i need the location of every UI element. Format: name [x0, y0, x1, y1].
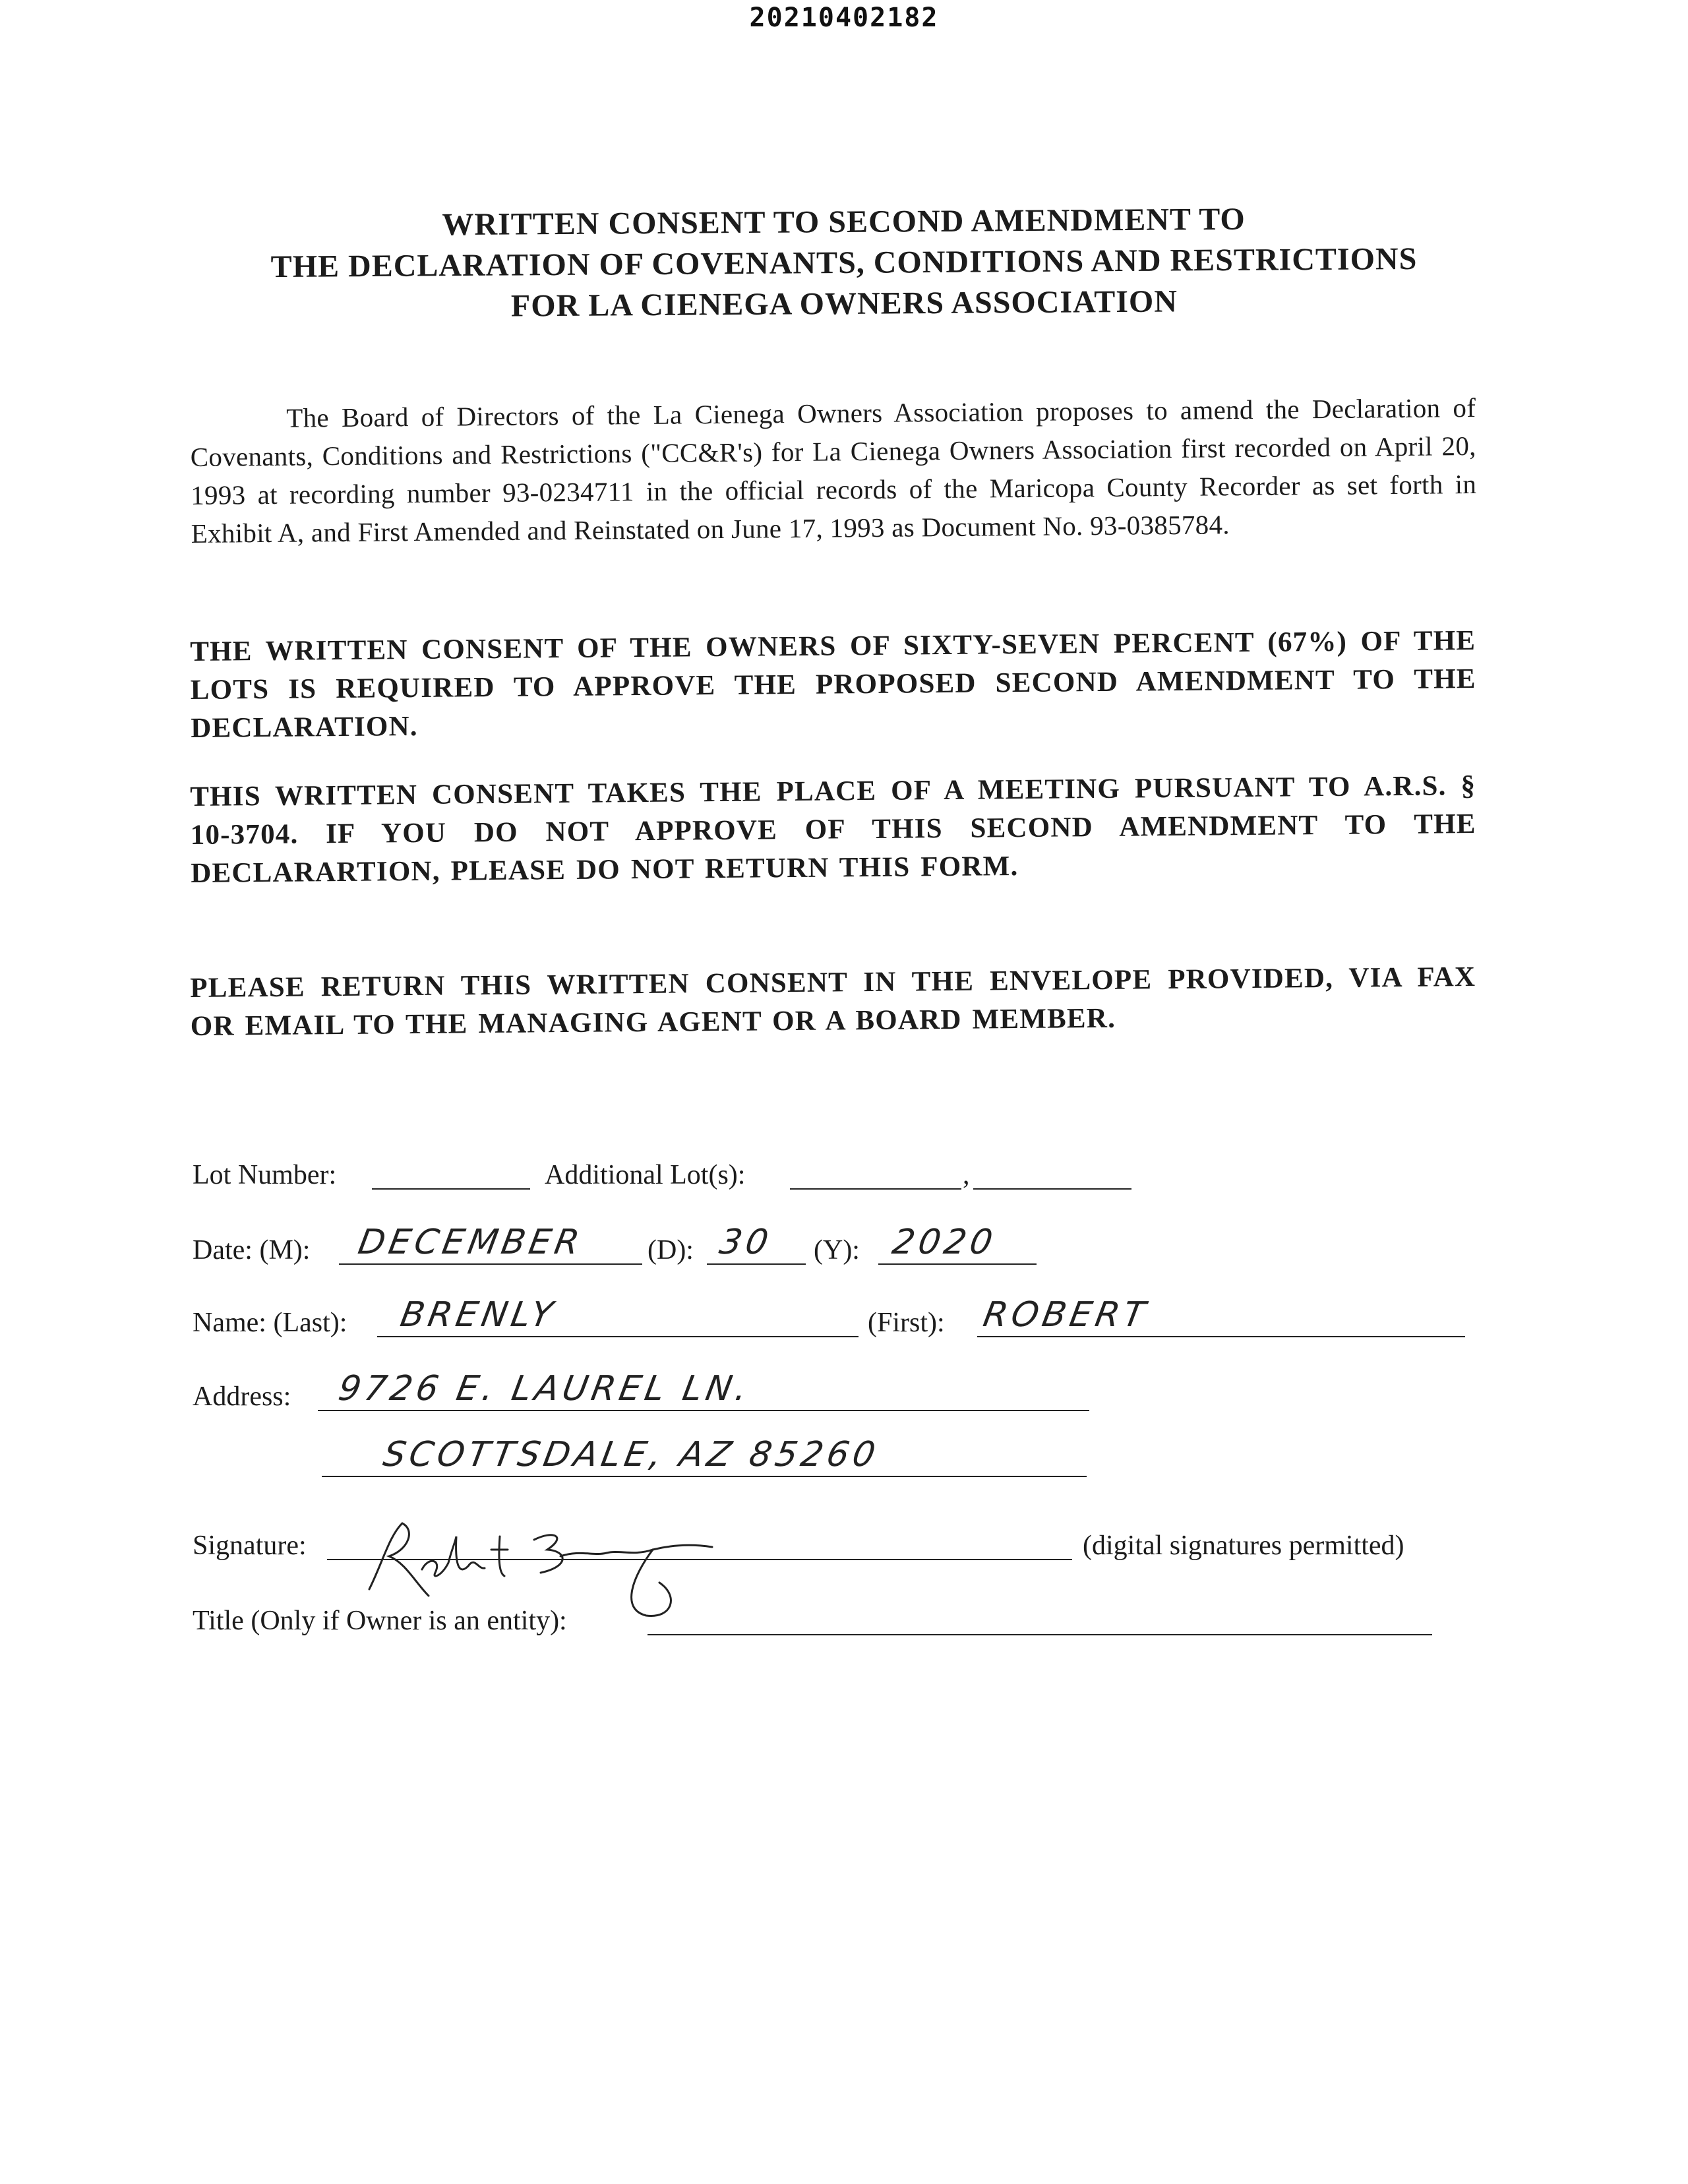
signature-label: Signature: [193, 1531, 307, 1561]
title-line-1: WRITTEN CONSENT TO SECOND AMENDMENT TO [442, 201, 1246, 243]
title-line-2: THE DECLARATION OF COVENANTS, CONDITIONS AND RESTRICTIONS [270, 241, 1418, 285]
return-instructions: PLEASE RETURN THIS WRITTEN CONSENT IN THE ENVELOPE PROVIDED, VIA FAX OR EMAIL TO THE MANAGING AGENT OR A BOARD MEMBER. [190, 961, 1476, 1042]
date-month-value: DECEMBER [355, 1223, 586, 1262]
address-row-2 [193, 1435, 1116, 1486]
signature-note: (digital signatures permitted) [1083, 1531, 1404, 1561]
lot-number-field[interactable] [372, 1188, 530, 1190]
lot-number-row [193, 1153, 1182, 1199]
name-first-label: (First): [868, 1308, 945, 1338]
lot-number-label: Lot Number: [193, 1160, 337, 1190]
date-year-field[interactable] [878, 1263, 1037, 1265]
additional-lots-field-1[interactable] [790, 1188, 961, 1190]
address-row [193, 1369, 1116, 1420]
address-line-1-value: 9726 E. LAUREL LN. [335, 1369, 754, 1409]
date-day-field[interactable] [707, 1263, 806, 1265]
date-month-field[interactable] [339, 1263, 642, 1265]
date-day-label: (D): [648, 1235, 694, 1265]
address-line-2-value: SCOTTSDALE, AZ 85260 [380, 1435, 882, 1474]
date-year-label: (Y): [814, 1235, 860, 1265]
address-line-1-field[interactable] [318, 1410, 1089, 1411]
intro-paragraph: The Board of Directors of the La Cienega Owners Association proposes to amend the Declaration of Covenants, Conditions and Restrictions ("CC&R's) for La Cienega Owners Association first recorded on April 20, 1993 at recording number 93-0234711 in the official records of the Maricopa County Recorder as set forth in Exhibit A, and First Amended and Reinstated on June 17, 1993 as Document No. 93-0385784. [190, 392, 1477, 549]
additional-lots-separator: , [963, 1160, 970, 1190]
name-last-label: Name: (Last): [193, 1308, 347, 1338]
document-title [171, 197, 1517, 329]
name-row [193, 1295, 1485, 1347]
date-day-value: 30 [716, 1223, 775, 1262]
consent-requirement-notice: THE WRITTEN CONSENT OF THE OWNERS OF SIXTY-SEVEN PERCENT (67%) OF THE LOTS IS REQUIRED TO APPROVE THE PROPOSED SECOND AMENDMENT TO THE DECLARATION. [190, 624, 1476, 744]
additional-lots-label: Additional Lot(s): [545, 1160, 746, 1190]
entity-title-label: Title (Only if Owner is an entity): [193, 1606, 567, 1636]
date-year-value: 2020 [889, 1223, 1000, 1262]
address-label: Address: [193, 1381, 291, 1412]
name-last-field[interactable] [377, 1336, 859, 1337]
recording-number: 20210402182 [749, 3, 939, 33]
name-first-field[interactable] [977, 1336, 1465, 1337]
name-last-value: BRENLY [397, 1295, 560, 1335]
name-first-value: ROBERT [980, 1295, 1152, 1335]
additional-lots-field-2[interactable] [973, 1188, 1131, 1190]
meeting-notice: THIS WRITTEN CONSENT TAKES THE PLACE OF A MEETING PURSUANT TO A.R.S. § 10-3704. IF YOU DO NOT APPROVE OF THIS SECOND AMENDMENT TO THE DECLARARTION, PLEASE DO NOT RETURN THIS FORM. [190, 770, 1476, 889]
title-line-3: FOR LA CIENEGA OWNERS ASSOCIATION [510, 284, 1178, 324]
date-month-label: Date: (M): [193, 1235, 311, 1265]
entity-title-field[interactable] [648, 1634, 1432, 1635]
entity-title-row [193, 1598, 1485, 1645]
address-line-2-field[interactable] [322, 1476, 1087, 1477]
date-row [193, 1223, 1116, 1274]
